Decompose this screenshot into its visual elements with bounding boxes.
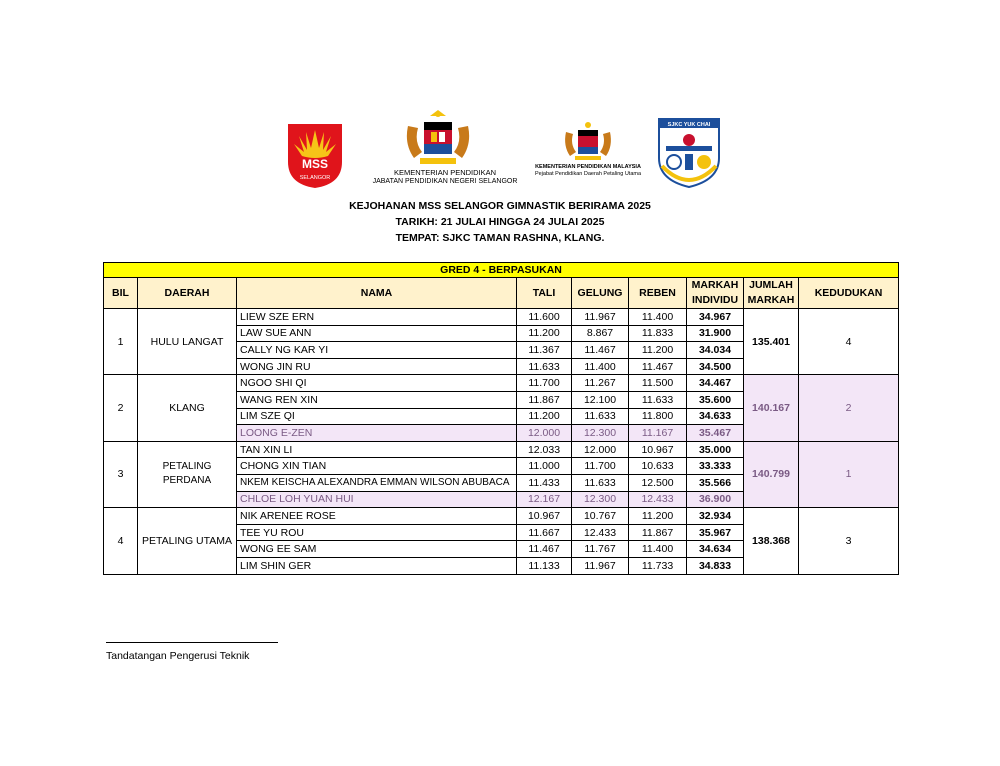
group-jumlah: 140.167 — [744, 375, 799, 441]
group-daerah: KLANG — [138, 375, 237, 441]
score-tali: 11.667 — [517, 524, 572, 541]
score-tali: 11.133 — [517, 557, 572, 574]
score-tali: 11.367 — [517, 342, 572, 359]
score-reben: 12.500 — [629, 474, 687, 491]
group-kedudukan: 2 — [799, 375, 899, 441]
athlete-name: LOONG E-ZEN — [237, 425, 517, 442]
score-tali: 11.200 — [517, 408, 572, 425]
score-reben: 11.400 — [629, 541, 687, 558]
group-daerah: PETALING PERDANA — [138, 441, 237, 507]
score-tali: 12.033 — [517, 441, 572, 458]
group-bil: 1 — [104, 309, 138, 375]
athlete-name: CHLOE LOH YUAN HUI — [237, 491, 517, 508]
results-table — [103, 262, 899, 575]
score-reben: 11.833 — [629, 325, 687, 342]
kpm-text-block — [370, 168, 520, 186]
event-title: KEJOHANAN MSS SELANGOR GIMNASTIK BERIRAMA 2025 — [349, 200, 651, 212]
athlete-name: LIM SHIN GER — [237, 557, 517, 574]
athlete-name: LIM SZE QI — [237, 408, 517, 425]
grade-banner: GRED 4 - BERPASUKAN — [104, 263, 899, 278]
score-markah-individu: 34.633 — [687, 408, 744, 425]
athlete-name: CHONG XIN TIAN — [237, 458, 517, 475]
score-gelung: 12.100 — [572, 391, 629, 408]
header-nama: NAMA — [237, 278, 517, 309]
score-tali: 10.967 — [517, 508, 572, 525]
score-reben: 11.867 — [629, 524, 687, 541]
athlete-name: TAN XIN LI — [237, 441, 517, 458]
score-markah-individu: 34.467 — [687, 375, 744, 392]
score-tali: 12.000 — [517, 425, 572, 442]
group-daerah: HULU LANGAT — [138, 309, 237, 375]
table-row — [104, 309, 899, 326]
score-gelung: 12.433 — [572, 524, 629, 541]
header-markah-individu: MARKAH INDIVIDU — [687, 278, 744, 309]
score-gelung: 10.767 — [572, 508, 629, 525]
header-reben: REBEN — [629, 278, 687, 309]
kpm-malaysia-logo — [560, 120, 616, 164]
score-reben: 10.967 — [629, 441, 687, 458]
score-markah-individu: 34.634 — [687, 541, 744, 558]
athlete-name: NIK ARENEE ROSE — [237, 508, 517, 525]
header-gelung: GELUNG — [572, 278, 629, 309]
group-kedudukan: 1 — [799, 441, 899, 507]
score-gelung: 11.767 — [572, 541, 629, 558]
athlete-name: NGOO SHI QI — [237, 375, 517, 392]
score-reben: 11.500 — [629, 375, 687, 392]
score-gelung: 11.400 — [572, 358, 629, 375]
header-tali: TALI — [517, 278, 572, 309]
score-markah-individu: 33.333 — [687, 458, 744, 475]
score-tali: 11.600 — [517, 309, 572, 326]
score-markah-individu: 35.000 — [687, 441, 744, 458]
score-reben: 11.400 — [629, 309, 687, 326]
group-kedudukan: 3 — [799, 508, 899, 574]
group-daerah: PETALING UTAMA — [138, 508, 237, 574]
group-kedudukan: 4 — [799, 309, 899, 375]
kpm-line-2: JABATAN PENDIDIKAN NEGERI SELANGOR — [372, 178, 518, 185]
mss-selangor-logo — [286, 122, 344, 190]
kpm2-text-block — [526, 164, 650, 178]
score-tali: 11.000 — [517, 458, 572, 475]
score-gelung: 11.633 — [572, 408, 629, 425]
score-markah-individu: 34.967 — [687, 309, 744, 326]
score-markah-individu: 34.833 — [687, 557, 744, 574]
score-gelung: 11.967 — [572, 309, 629, 326]
score-reben: 10.633 — [629, 458, 687, 475]
score-markah-individu: 36.900 — [687, 491, 744, 508]
score-gelung: 12.000 — [572, 441, 629, 458]
svg-text:MSS: MSS — [301, 157, 329, 171]
score-gelung: 11.467 — [572, 342, 629, 359]
school-logo-name: SJKC YUK CHAI — [667, 122, 711, 128]
sjkc-yuk-chai-logo — [656, 116, 722, 190]
score-gelung: 11.267 — [572, 375, 629, 392]
athlete-name: WONG EE SAM — [237, 541, 517, 558]
table-row — [104, 441, 899, 458]
signature-label: Tandatangan Pengerusi Teknik — [106, 650, 250, 662]
score-reben: 11.200 — [629, 508, 687, 525]
group-jumlah: 138.368 — [744, 508, 799, 574]
kpm-line-1: KEMENTERIAN PENDIDIKAN — [393, 168, 497, 177]
group-bil: 4 — [104, 508, 138, 574]
score-markah-individu: 35.600 — [687, 391, 744, 408]
table-row — [104, 375, 899, 392]
score-tali: 11.633 — [517, 358, 572, 375]
score-reben: 12.433 — [629, 491, 687, 508]
score-reben: 11.467 — [629, 358, 687, 375]
header-bil: BIL — [104, 278, 138, 309]
table-row — [104, 508, 899, 525]
athlete-name: CALLY NG KAR YI — [237, 342, 517, 359]
event-venue: TEMPAT: SJKC TAMAN RASHNA, KLANG. — [395, 232, 605, 244]
score-reben: 11.800 — [629, 408, 687, 425]
score-tali: 12.167 — [517, 491, 572, 508]
header-daerah: DAERAH — [138, 278, 237, 309]
score-markah-individu: 31.900 — [687, 325, 744, 342]
score-reben: 11.167 — [629, 425, 687, 442]
score-gelung: 11.633 — [572, 474, 629, 491]
score-gelung: 11.700 — [572, 458, 629, 475]
score-reben: 11.633 — [629, 391, 687, 408]
score-tali: 11.867 — [517, 391, 572, 408]
score-reben: 11.733 — [629, 557, 687, 574]
score-gelung: 8.867 — [572, 325, 629, 342]
score-markah-individu: 34.500 — [687, 358, 744, 375]
jata-negara-logo — [400, 108, 476, 168]
athlete-name: LIEW SZE ERN — [237, 309, 517, 326]
group-jumlah: 140.799 — [744, 441, 799, 507]
athlete-name: TEE YU ROU — [237, 524, 517, 541]
score-markah-individu: 35.566 — [687, 474, 744, 491]
group-jumlah: 135.401 — [744, 309, 799, 375]
athlete-name: WANG REN XIN — [237, 391, 517, 408]
score-markah-individu: 35.467 — [687, 425, 744, 442]
header-jumlah-markah: JUMLAH MARKAH — [744, 278, 799, 309]
score-gelung: 12.300 — [572, 491, 629, 508]
score-reben: 11.200 — [629, 342, 687, 359]
signature-line — [106, 642, 278, 643]
score-gelung: 11.967 — [572, 557, 629, 574]
kpm2-line-1: KEMENTERIAN PENDIDIKAN MALAYSIA — [535, 164, 641, 170]
score-tali: 11.467 — [517, 541, 572, 558]
athlete-name: LAW SUE ANN — [237, 325, 517, 342]
header-kedudukan: KEDUDUKAN — [799, 278, 899, 309]
group-bil: 3 — [104, 441, 138, 507]
athlete-name: WONG JIN RU — [237, 358, 517, 375]
score-markah-individu: 32.934 — [687, 508, 744, 525]
score-gelung: 12.300 — [572, 425, 629, 442]
score-tali: 11.700 — [517, 375, 572, 392]
score-markah-individu: 34.034 — [687, 342, 744, 359]
score-markah-individu: 35.967 — [687, 524, 744, 541]
score-tali: 11.200 — [517, 325, 572, 342]
kpm2-line-2: Pejabat Pendidikan Daerah Petaling Utama — [534, 171, 642, 177]
athlete-name: NKEM KEISCHA ALEXANDRA EMMAN WILSON ABUBACA — [237, 474, 517, 491]
group-bil: 2 — [104, 375, 138, 441]
event-date: TARIKH: 21 JULAI HINGGA 24 JULAI 2025 — [395, 216, 605, 228]
score-tali: 11.433 — [517, 474, 572, 491]
svg-text:SELANGOR: SELANGOR — [299, 175, 331, 181]
